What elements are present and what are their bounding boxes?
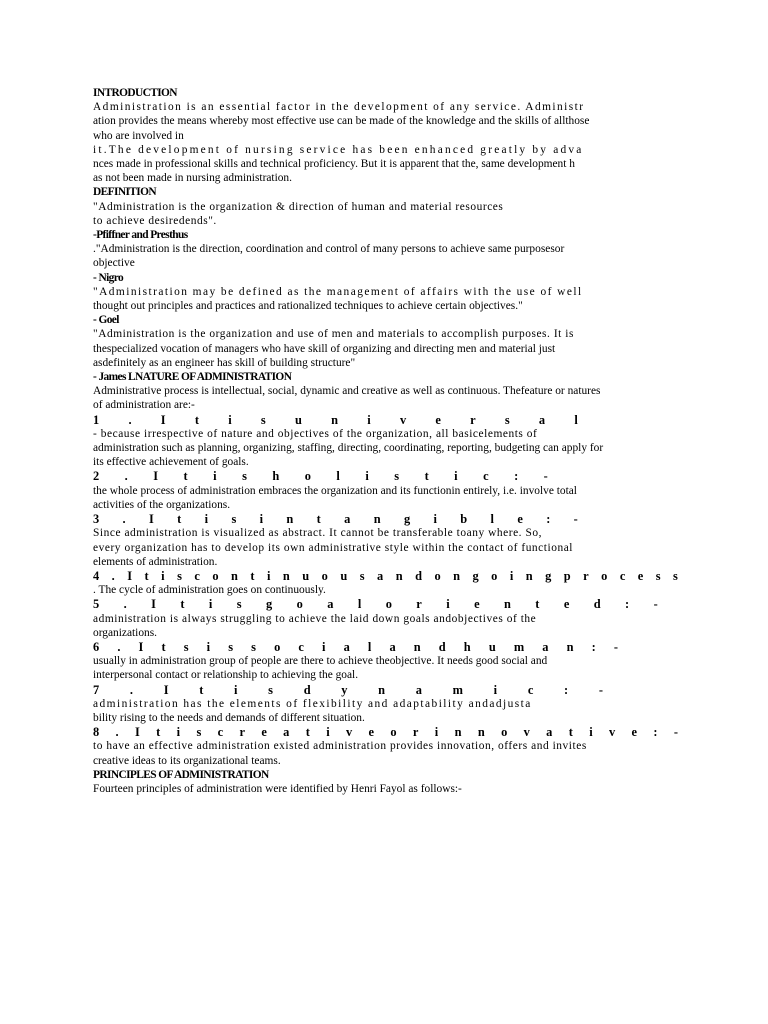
body-text-line: nces made in professional skills and technical proficiency. But it is apparent that the, same development h: [93, 158, 575, 171]
section-heading: PRINCIPLES OF ADMINISTRATION: [93, 768, 269, 781]
section-heading: DEFINITION: [93, 186, 156, 199]
body-text-line: bility rising to the needs and demands of different situation.: [93, 711, 365, 724]
body-text-line: it.The development of nursing service has been enhanced greatly by adva: [93, 143, 584, 156]
body-text-line: "Administration may be defined as the management of affairs with the use of well: [93, 285, 583, 298]
body-text-line: the whole process of administration embraces the organization and its functionin entirely, i.e. involve total: [93, 484, 577, 497]
body-text-line: usually in administration group of people are there to achieve theobjective. It needs good social and: [93, 655, 548, 668]
body-text-line: who are involved in: [93, 129, 184, 142]
body-text-line: administration has the elements of flexibility and adaptability andadjusta: [93, 697, 532, 710]
body-text-line: as not been made in nursing administration.: [93, 172, 292, 185]
section-heading: -Pfiffner and Presthus: [93, 229, 188, 242]
numbered-heading: 6 . I t s i s s o c i a l a n d h u m a n : -: [93, 639, 618, 654]
body-text-line: - because irrespective of nature and objectives of the organization, all basicelements of: [93, 427, 538, 440]
document-page: [93, 86, 678, 796]
numbered-heading: 4 . I t i s c o n t i n u o u s a n d o n g o i n g p r o c e s s: [93, 568, 678, 583]
body-text-line: administration is always struggling to achieve the laid down goals andobjectives of the: [93, 612, 537, 625]
body-text-line: to achieve desiredends".: [93, 214, 217, 227]
numbered-heading: 1 . I t i s u n i v e r s a l: [93, 412, 578, 427]
body-text-line: objective: [93, 257, 135, 270]
body-text-line: organizations.: [93, 626, 158, 639]
body-text-line: "Administration is the organization & direction of human and material resources: [93, 200, 504, 213]
body-text-line: "Administration is the organization and use of men and materials to accomplish purposes. It is: [93, 328, 574, 341]
body-text-line: its effective achievement of goals.: [93, 456, 249, 469]
body-text-line: to have an effective administration existed administration provides innovation, offers and invites: [93, 740, 587, 753]
body-text-line: administration such as planning, organizing, staffing, directing, coordinating, reporting, budgeting can apply for: [93, 442, 604, 455]
section-heading: - Nigro: [93, 271, 124, 284]
body-text-line: ."Administration is the direction, coordination and control of many persons to achieve same purposesor: [93, 243, 565, 256]
body-text-line: . The cycle of administration goes on continuously.: [93, 584, 326, 597]
body-text-line: asdefinitely as an engineer has skill of building structure": [93, 356, 356, 369]
body-text-line: every organization has to develop its own administrative style within the contact of functional: [93, 541, 574, 554]
body-text-line: ation provides the means whereby most effective use can be made of the knowledge and the skills of allthose: [93, 115, 590, 128]
numbered-heading: 5 . I t i s g o a l o r i e n t e d : -: [93, 597, 658, 612]
body-text-line: interpersonal contact or relationship to achieving the goal.: [93, 669, 359, 682]
body-text-line: Fourteen principles of administration were identified by Henri Fayol as follows:-: [93, 782, 462, 795]
body-text-line: activities of the organizations.: [93, 498, 231, 511]
body-text-line: of administration are:-: [93, 399, 195, 412]
body-text-line: Administrative process is intellectual, social, dynamic and creative as well as continuous. Thefeature or natures: [93, 385, 601, 398]
body-text-line: elements of administration.: [93, 555, 218, 568]
body-text-line: Administration is an essential factor in the development of any service. Administr: [93, 101, 585, 114]
section-heading: INTRODUCTION: [93, 87, 177, 99]
body-text-line: thespecialized vocation of managers who have skill of organizing and directing men and material just: [93, 342, 556, 355]
numbered-heading: 8 . I t i s c r e a t i v e o r i n n o v a t i v e : -: [93, 725, 678, 740]
section-heading: - James LNATURE OF ADMINISTRATION: [93, 371, 292, 384]
body-text-line: Since administration is visualized as abstract. It cannot be transferable toany where. So,: [93, 527, 542, 540]
numbered-heading: 3 . I t i s i n t a n g i b l e : -: [93, 512, 578, 527]
body-text-line: creative ideas to its organizational teams.: [93, 754, 281, 767]
numbered-heading: 7 . I t i s d y n a m i c : -: [93, 682, 603, 697]
body-text-line: thought out principles and practices and rationalized techniques to achieve certain objectives.": [93, 300, 523, 313]
section-heading: - Goel: [93, 314, 119, 327]
numbered-heading: 2 . I t i s h o l i s t i c : -: [93, 469, 548, 484]
